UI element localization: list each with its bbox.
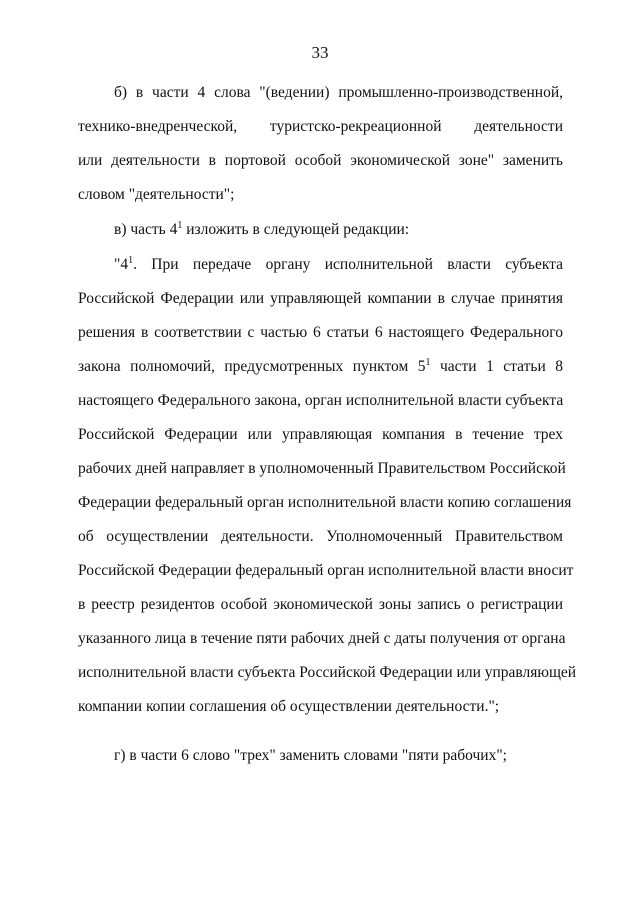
- quoted-line-1-end: . При передаче органу исполнительной власти субъекта: [133, 256, 563, 273]
- paragraph-b-line-2: технико-внедренческой, туристско-рекреационной деятельности: [78, 118, 563, 135]
- paragraph-b-line-1: б) в части 4 слова "(ведении) промышленно-производственной,: [114, 84, 563, 101]
- paragraph-b-line-3: или деятельности в портовой особой экономической зоне" заменить: [78, 152, 563, 169]
- quoted-line-13: исполнительной власти субъекта Российской Федерации или управляющей: [78, 664, 577, 681]
- page-number: 33: [311, 43, 329, 62]
- quoted-line-3: решения в соответствии с частью 6 статьи 6 настоящего Федерального: [78, 324, 563, 341]
- quoted-line-7: рабочих дней направляет в уполномоченный Правительством Российской: [78, 460, 566, 477]
- paragraph-v-superscript: 1: [177, 220, 183, 231]
- quoted-line-6: Российской Федерации или управляющая компания в течение трех: [78, 426, 563, 443]
- quoted-line-4-start: закона полномочий, предусмотренных пунктом 5: [78, 358, 426, 375]
- paragraph-g: [78, 739, 563, 773]
- quoted-line-4-superscript: 1: [425, 357, 431, 368]
- quoted-line-4-end: части 1 статьи 8: [430, 358, 563, 375]
- quoted-line-14: компании копии соглашения об осуществлении деятельности.";: [78, 698, 500, 715]
- paragraph-g-line: г) в части 6 слово "трех" заменить словами "пяти рабочих";: [114, 747, 507, 764]
- quoted-line-1-superscript: 1: [128, 255, 134, 266]
- quoted-line-8: Федерации федеральный орган исполнительной власти копию соглашения: [78, 494, 572, 511]
- quoted-line-2: Российской Федерации или управляющей компании в случае принятия: [78, 290, 563, 307]
- quoted-line-9: об осуществлении деятельности. Уполномоченный Правительством: [78, 528, 563, 545]
- paragraph-b: [78, 76, 563, 212]
- quoted-line-4: [78, 350, 563, 384]
- paragraph-v: [78, 213, 563, 247]
- paragraph-v-text-start: в) часть 4: [114, 221, 178, 238]
- quoted-line-1: [78, 248, 563, 282]
- quoted-line-11: в реестр резидентов особой экономической зоны запись о регистрации: [78, 596, 563, 613]
- quoted-line-1-start: "4: [114, 256, 129, 273]
- quoted-paragraph: [78, 248, 577, 724]
- paragraph-v-line: [78, 213, 563, 247]
- quoted-line-10: Российской Федерации федеральный орган исполнительной власти вносит: [78, 562, 574, 579]
- quoted-line-12: указанного лица в течение пяти рабочих дней с даты получения от органа: [78, 630, 566, 647]
- paragraph-v-text-end: изложить в следующей редакции:: [182, 221, 410, 238]
- paragraph-b-line-4: словом "деятельности";: [78, 186, 235, 203]
- quoted-line-5: настоящего Федерального закона, орган исполнительной власти субъекта: [78, 392, 564, 409]
